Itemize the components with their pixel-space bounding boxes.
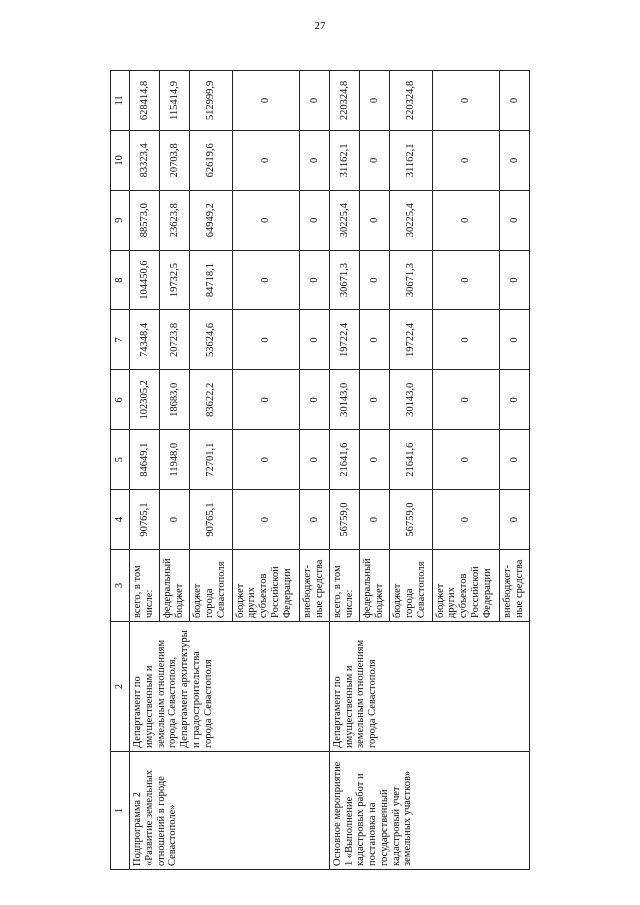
funding-source-cell: бюджет других субъектов Российской Федерации bbox=[232, 550, 299, 622]
value-cell: 220324,8 bbox=[390, 71, 432, 131]
value-cell: 84649,1 bbox=[130, 430, 160, 490]
value-cell: 84718,1 bbox=[190, 250, 232, 310]
value-cell: 0 bbox=[499, 430, 529, 490]
value-cell: 56759,0 bbox=[329, 490, 359, 550]
value-cell: 20723,8 bbox=[160, 310, 190, 370]
value-cell: 0 bbox=[432, 370, 499, 430]
value-cell: 0 bbox=[432, 310, 499, 370]
value-cell: 19722,4 bbox=[329, 310, 359, 370]
value-cell: 0 bbox=[299, 490, 329, 550]
value-cell: 0 bbox=[360, 370, 390, 430]
value-cell: 20703,8 bbox=[160, 130, 190, 190]
value-cell: 0 bbox=[499, 370, 529, 430]
value-cell: 0 bbox=[432, 490, 499, 550]
value-cell: 18683,0 bbox=[160, 370, 190, 430]
value-cell: 21641,6 bbox=[390, 430, 432, 490]
value-cell: 102305,2 bbox=[130, 370, 160, 430]
value-cell: 83622,2 bbox=[190, 370, 232, 430]
value-cell: 21641,6 bbox=[329, 430, 359, 490]
table-row bbox=[329, 71, 359, 870]
value-cell: 19722,4 bbox=[390, 310, 432, 370]
table-row bbox=[130, 71, 160, 870]
value-cell: 0 bbox=[232, 250, 299, 310]
value-cell: 0 bbox=[299, 130, 329, 190]
funding-source-cell: всего, в том числе: bbox=[130, 550, 160, 622]
value-cell: 30143,0 bbox=[329, 370, 359, 430]
value-cell: 56759,0 bbox=[390, 490, 432, 550]
value-cell: 0 bbox=[499, 250, 529, 310]
value-cell: 0 bbox=[360, 310, 390, 370]
header-cell: 7 bbox=[111, 310, 130, 370]
value-cell: 0 bbox=[432, 250, 499, 310]
value-cell: 30225,4 bbox=[390, 190, 432, 250]
value-cell: 0 bbox=[432, 130, 499, 190]
program-title-cell: Основное мероприятие 1 «Выполнение кадастровых работ и постановка на государственный кадастровый учет земельных участков» bbox=[329, 752, 529, 870]
rotated-table-container bbox=[110, 70, 530, 870]
value-cell: 0 bbox=[432, 430, 499, 490]
value-cell: 220324,8 bbox=[329, 71, 359, 131]
value-cell: 0 bbox=[232, 430, 299, 490]
value-cell: 0 bbox=[499, 71, 529, 131]
value-cell: 0 bbox=[299, 71, 329, 131]
value-cell: 0 bbox=[499, 190, 529, 250]
value-cell: 0 bbox=[499, 490, 529, 550]
value-cell: 31162,1 bbox=[329, 130, 359, 190]
value-cell: 0 bbox=[432, 71, 499, 131]
value-cell: 0 bbox=[360, 130, 390, 190]
value-cell: 0 bbox=[360, 190, 390, 250]
budget-table bbox=[110, 70, 530, 870]
header-cell: 8 bbox=[111, 250, 130, 310]
value-cell: 72701,1 bbox=[190, 430, 232, 490]
value-cell: 0 bbox=[232, 130, 299, 190]
value-cell: 115414,9 bbox=[160, 71, 190, 131]
value-cell: 30143,0 bbox=[390, 370, 432, 430]
value-cell: 512999,9 bbox=[190, 71, 232, 131]
funding-source-cell: бюджет города Севастополя bbox=[190, 550, 232, 622]
value-cell: 30671,3 bbox=[329, 250, 359, 310]
value-cell: 19732,5 bbox=[160, 250, 190, 310]
header-cell: 5 bbox=[111, 430, 130, 490]
header-cell: 11 bbox=[111, 71, 130, 131]
header-cell: 10 bbox=[111, 130, 130, 190]
value-cell: 62619,6 bbox=[190, 130, 232, 190]
value-cell: 90765,1 bbox=[190, 490, 232, 550]
header-row bbox=[111, 71, 130, 870]
value-cell: 23623,8 bbox=[160, 190, 190, 250]
header-cell: 2 bbox=[111, 622, 130, 752]
value-cell: 0 bbox=[360, 430, 390, 490]
value-cell: 104450,6 bbox=[130, 250, 160, 310]
value-cell: 0 bbox=[232, 310, 299, 370]
value-cell: 31162,1 bbox=[390, 130, 432, 190]
value-cell: 30225,4 bbox=[329, 190, 359, 250]
value-cell: 88573,0 bbox=[130, 190, 160, 250]
funding-source-cell: федеральный бюджет bbox=[360, 550, 390, 622]
value-cell: 0 bbox=[299, 250, 329, 310]
value-cell: 0 bbox=[432, 190, 499, 250]
value-cell: 90765,1 bbox=[130, 490, 160, 550]
page-number: 27 bbox=[314, 20, 326, 32]
executor-cell: Департамент по имущественным и земельным отношениям города Севастополя bbox=[329, 622, 529, 752]
funding-source-cell: бюджет других субъектов Российской Федерации bbox=[432, 550, 499, 622]
value-cell: 0 bbox=[499, 130, 529, 190]
value-cell: 0 bbox=[299, 430, 329, 490]
value-cell: 0 bbox=[232, 71, 299, 131]
funding-source-cell: всего, в том числе: bbox=[329, 550, 359, 622]
value-cell: 83323,4 bbox=[130, 130, 160, 190]
header-cell: 4 bbox=[111, 490, 130, 550]
funding-source-cell: внебюджет-ные средства bbox=[299, 550, 329, 622]
value-cell: 0 bbox=[299, 370, 329, 430]
header-cell: 6 bbox=[111, 370, 130, 430]
header-cell: 3 bbox=[111, 550, 130, 622]
header-cell: 9 bbox=[111, 190, 130, 250]
value-cell: 0 bbox=[232, 370, 299, 430]
value-cell: 0 bbox=[360, 250, 390, 310]
executor-cell: Департамент по имущественным и земельным отношениям города Севастополя, Департамент архитектуры и градостроительства города Севастополя bbox=[130, 622, 330, 752]
program-title-cell: Подпрограмма 2 «Развитие земельных отношений в городе Севастополе» bbox=[130, 752, 330, 870]
table-body bbox=[130, 71, 530, 870]
value-cell: 53624,6 bbox=[190, 310, 232, 370]
value-cell: 11948,0 bbox=[160, 430, 190, 490]
value-cell: 0 bbox=[499, 310, 529, 370]
value-cell: 74348,4 bbox=[130, 310, 160, 370]
value-cell: 64949,2 bbox=[190, 190, 232, 250]
value-cell: 30671,3 bbox=[390, 250, 432, 310]
funding-source-cell: бюджет города Севастополя bbox=[390, 550, 432, 622]
funding-source-cell: федеральный бюджет bbox=[160, 550, 190, 622]
value-cell: 0 bbox=[360, 490, 390, 550]
value-cell: 0 bbox=[299, 190, 329, 250]
value-cell: 0 bbox=[299, 310, 329, 370]
header-cell: 1 bbox=[111, 752, 130, 870]
value-cell: 628414,8 bbox=[130, 71, 160, 131]
funding-source-cell: внебюджет-ные средства bbox=[499, 550, 529, 622]
value-cell: 0 bbox=[232, 490, 299, 550]
value-cell: 0 bbox=[232, 190, 299, 250]
value-cell: 0 bbox=[360, 71, 390, 131]
value-cell: 0 bbox=[160, 490, 190, 550]
